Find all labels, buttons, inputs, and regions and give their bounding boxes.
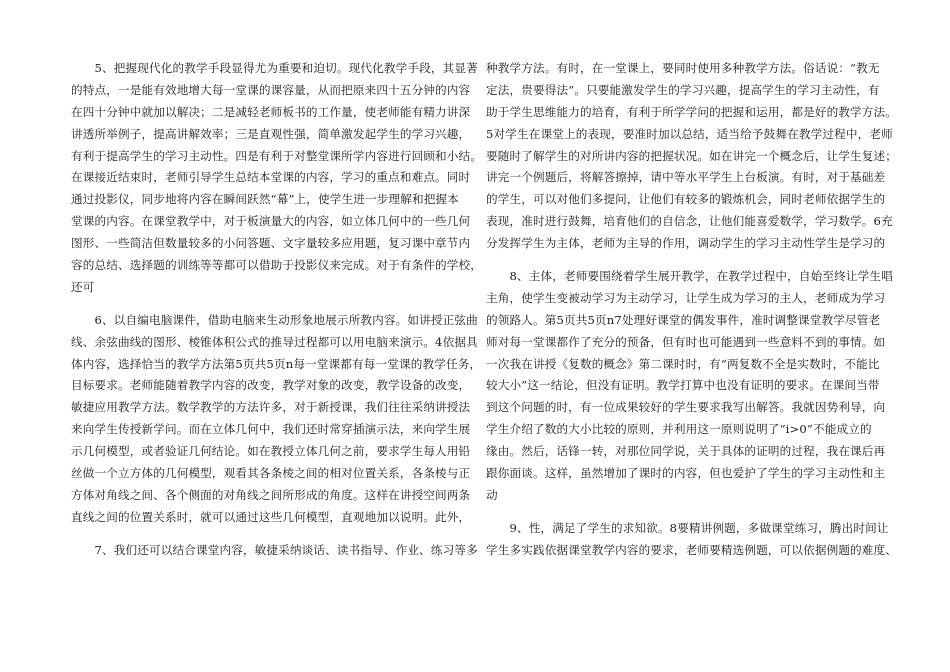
text-line: 方体对角线之间、各个侧面的对角线之间所形成的角度。这样在讲授空间两条 <box>71 487 471 502</box>
text-line: 的领路人。第5页共5页n7处理好课堂的偶发事件，准时调整课堂教学尽管老 <box>486 312 881 327</box>
text-line: 在四十分钟中就加以解决；二是减轻老师板书的工作量，使老师能有精力讲深 <box>71 104 471 119</box>
paragraph-gap <box>486 255 881 266</box>
paragraph-gap <box>71 529 466 540</box>
text-line: 在课接近结束时，老师引导学生总结本堂课的内容，学习的重点和难点。同时 <box>71 170 471 185</box>
text-line: 8、主体，老师要围绕着学生展开教学，在教学过程中，自始至终让学生唱 <box>486 269 893 284</box>
text-line: 学生介绍了数的大小比较的原则，并利用这一原则说明了“i>0”不能成立的 <box>486 422 872 437</box>
text-line: 要随时了解学生的对所讲内容的把握状况。如在讲完一个概念后，让学生复述； <box>486 148 898 163</box>
text-line: 还可 <box>71 279 95 294</box>
text-line: 图形、一些简洁但数量较多的小问答题、文字量较多应用题，复习课中章节内 <box>71 236 471 251</box>
text-line: 直线之间的位置关系时，就可以通过这些几何模型，直观地加以说明。此外， <box>71 509 471 524</box>
text-line: 目标要求。老师能随着教学内容的改变，教学对象的改变，教学设备的改变， <box>71 378 471 393</box>
text-line: 体内容，选择恰当的教学方法第5页共5页n每一堂课都有每一堂课的教学任务， <box>71 356 482 371</box>
text-line: 到这个问题的时，有一位成果较好的学生要求我写出解答。我就因势利导，向 <box>486 400 886 415</box>
text-line: 的学生，可以对他们多提问，让他们有较多的锻炼机会，同时老师依据学生的 <box>486 192 886 207</box>
text-line: 主角，使学生变被动学习为主动学习，让学生成为学习的主人，老师成为学习 <box>486 290 886 305</box>
text-line: 6、以自编电脑课件，借助电脑来生动形象地展示所教内容。如讲授正弦曲 <box>71 312 478 327</box>
text-line: 有利于提高学生的学习主动性。四是有利于对整堂课所学内容进行回顾和小结。 <box>71 148 483 163</box>
text-line: 讲完一个例题后，将解答擦掉，请中等水平学生上台板演。有时，对于基础差 <box>486 170 886 185</box>
text-line: 表现，准时进行鼓舞，培育他们的自信念，让他们能喜爱数学，学习数学。6充 <box>486 214 893 229</box>
text-line: 种教学方法。有时，在一堂课上，要同时使用多种教学方法。俗话说：“教无 <box>486 61 880 75</box>
text-line: 跟你面谈。这样，虽然增加了课时的内容，但也爱护了学生的学习主动性和主 <box>486 466 886 481</box>
text-line: 学生多实践依据课堂教学内容的要求，老师要精选例题，可以依据例题的难度、 <box>486 542 898 557</box>
left-column-paragraph <box>71 58 483 299</box>
text-line: 缘由。然后，话锋一转，对那位同学说，关于具体的证明的过程，我在课后再 <box>486 444 886 459</box>
right-column-paragraph <box>486 58 898 255</box>
text-line: 较大小”这一结论，但没有证明。教学打算中也没有证明的要求。在课间当带 <box>486 378 880 393</box>
left-text-column <box>71 58 483 562</box>
text-line: 5、把握现代化的教学手段显得尤为重要和迫切。现代化教学手段，其显著 <box>71 61 478 75</box>
text-line: 定法，贵要得法”。只要能激发学生的学习兴趣，提高学生的学习主动性，有 <box>486 82 880 97</box>
paragraph-gap <box>486 507 881 518</box>
text-line: 一次我在讲授《复数的概念》第二课时时，有“两复数不全是实数时，不能比 <box>486 356 880 371</box>
text-line: 丝做一个立方体的几何模型，观看其各条棱之间的相对位置关系，各条棱与正 <box>71 466 471 481</box>
text-line: 7、我们还可以结合课堂内容，敏捷采纳谈话、读书指导、作业、练习等多 <box>71 542 478 557</box>
left-column-paragraph <box>71 310 482 529</box>
text-line: 师对每一堂课都作了充分的预备，但有时也可能遇到一些意料不到的事情。如 <box>486 334 886 349</box>
text-line: 动 <box>486 487 498 502</box>
text-line: 讲透所举例子，提高讲解效率；三是直观性强，简单激发起学生的学习兴趣， <box>71 126 471 141</box>
text-line: 分发挥学生为主体，老师为主导的作用，调动学生的学习主动性学生是学习的 <box>486 236 886 251</box>
right-column-paragraph <box>486 266 893 507</box>
text-line: 9、性，满足了学生的求知欲。8要精讲例题，多做课堂练习，腾出时间让 <box>486 520 889 535</box>
text-line: 示几何模型，或者验证几何结论。如在教授立体几何之前，要求学生每人用铅 <box>71 444 471 459</box>
text-line: 的特点，一是能有效地增大每一堂课的课容量，从而把原来四十五分钟的内容 <box>71 82 471 97</box>
text-line: 助于学生思维能力的培育，有利于所学学问的把握和运用，都是好的教学方法。 <box>486 104 898 119</box>
right-column-paragraph <box>486 518 898 562</box>
text-line: 来向学生传授新学问。而在立体几何中，我们还时常穿插演示法，来向学生展 <box>71 422 471 437</box>
paragraph-gap <box>71 299 466 310</box>
right-text-column <box>486 58 898 562</box>
text-line: 5对学生在课堂上的表现，要准时加以总结，适当给予鼓舞在教学过程中，老师 <box>486 126 893 141</box>
text-line: 容的总结、选择题的训练等等都可以借助于投影仪来完成。对于有条件的学校， <box>71 258 483 273</box>
text-line: 线、余弦曲线的图形、棱锥体积公式的推导过程都可以用电脑来演示。4依据具 <box>71 334 478 349</box>
text-line: 堂课的内容。在课堂教学中，对于板演量大的内容，如立体几何中的一些几何 <box>71 214 471 229</box>
text-line: 通过投影仪，同步地将内容在瞬间跃然“幕”上，使学生进一步理解和把握本 <box>71 192 459 207</box>
left-column-paragraph <box>71 540 478 562</box>
text-line: 敏捷应用教学方法。数学教学的方法许多，对于新授课，我们往往采纳讲授法 <box>71 400 471 415</box>
